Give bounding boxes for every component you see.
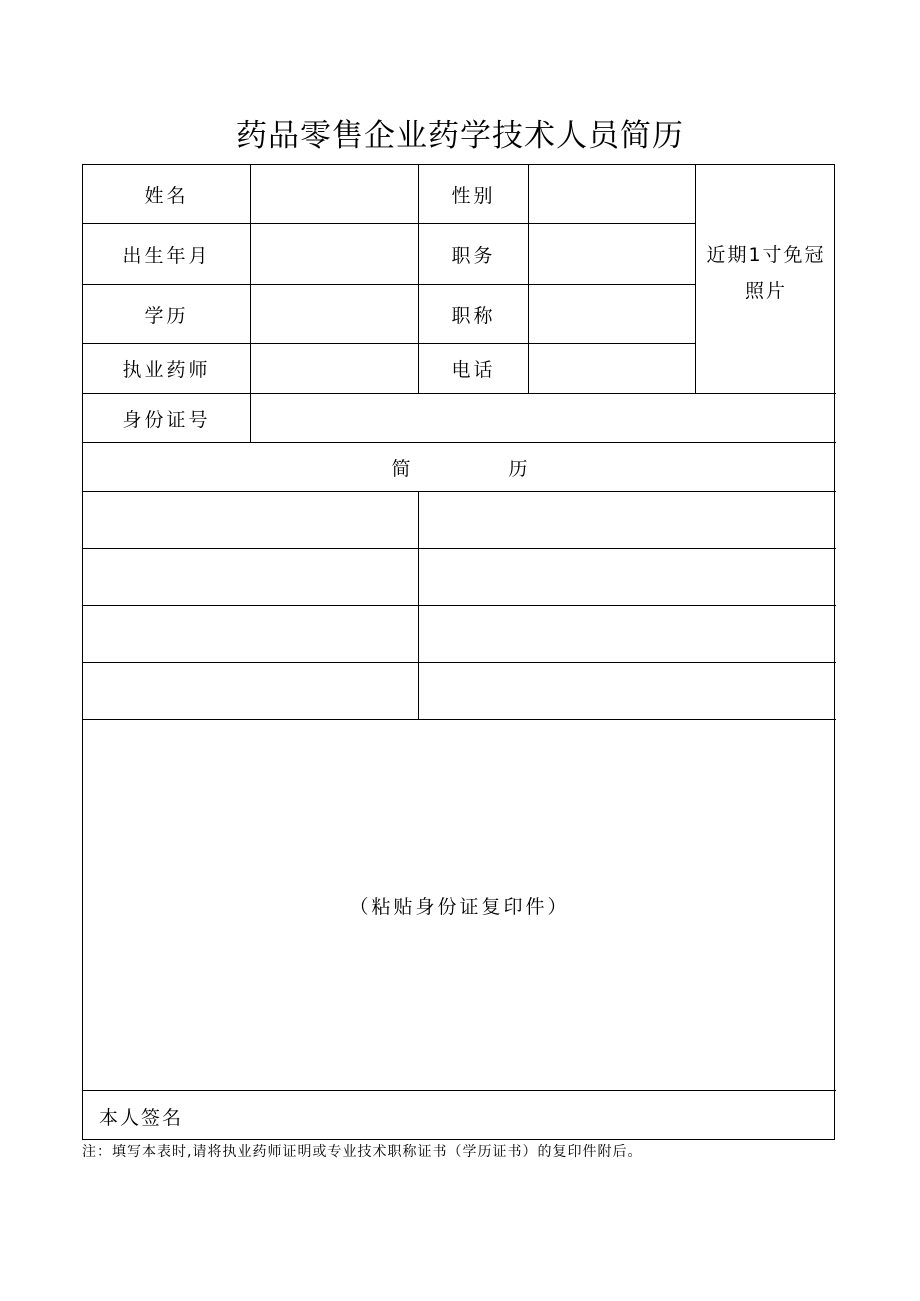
phone-field[interactable] (529, 344, 695, 393)
job-title-field[interactable] (529, 285, 695, 343)
resume-detail-field[interactable] (419, 492, 836, 548)
birth-field[interactable] (251, 224, 418, 284)
id-copy-paste-area: （粘贴身份证复印件） (349, 895, 570, 918)
id-number-label: 身份证号 (122, 408, 211, 431)
resume-heading (83, 443, 836, 491)
resume-period-field[interactable] (83, 492, 418, 548)
photo-placeholder: 近期1寸免冠照片 (706, 244, 826, 302)
resume-heading-left: 简 (391, 457, 411, 480)
phone-label: 电话 (451, 359, 496, 381)
resume-period-field[interactable] (83, 663, 418, 719)
job-title-label: 职称 (451, 304, 496, 327)
resume-form (82, 164, 835, 1140)
document-title: 药品零售企业药学技术人员简历 (236, 118, 684, 154)
resume-period-field[interactable] (83, 606, 418, 662)
signature-label: 本人签名 (99, 1106, 184, 1129)
birth-label: 出生年月 (122, 244, 211, 267)
row-divider (83, 1090, 836, 1091)
footnote: 注：填写本表时,请将执业药师证明或专业技术职称证书（学历证书）的复印件附后。 (82, 1144, 643, 1160)
name-label: 姓名 (144, 184, 189, 207)
gender-field[interactable] (529, 165, 695, 223)
gender-label: 性别 (451, 184, 496, 207)
resume-heading-right: 历 (508, 457, 528, 480)
resume-period-field[interactable] (83, 549, 418, 605)
position-label: 职务 (451, 244, 496, 267)
resume-detail-field[interactable] (419, 549, 836, 605)
id-number-field[interactable] (251, 394, 836, 442)
position-field[interactable] (529, 224, 695, 284)
resume-detail-field[interactable] (419, 663, 836, 719)
name-field[interactable] (251, 165, 418, 223)
education-label: 学历 (144, 304, 189, 327)
pharmacist-label: 执业药师 (122, 359, 211, 381)
resume-detail-field[interactable] (419, 606, 836, 662)
pharmacist-field[interactable] (251, 344, 418, 393)
education-field[interactable] (251, 285, 418, 343)
